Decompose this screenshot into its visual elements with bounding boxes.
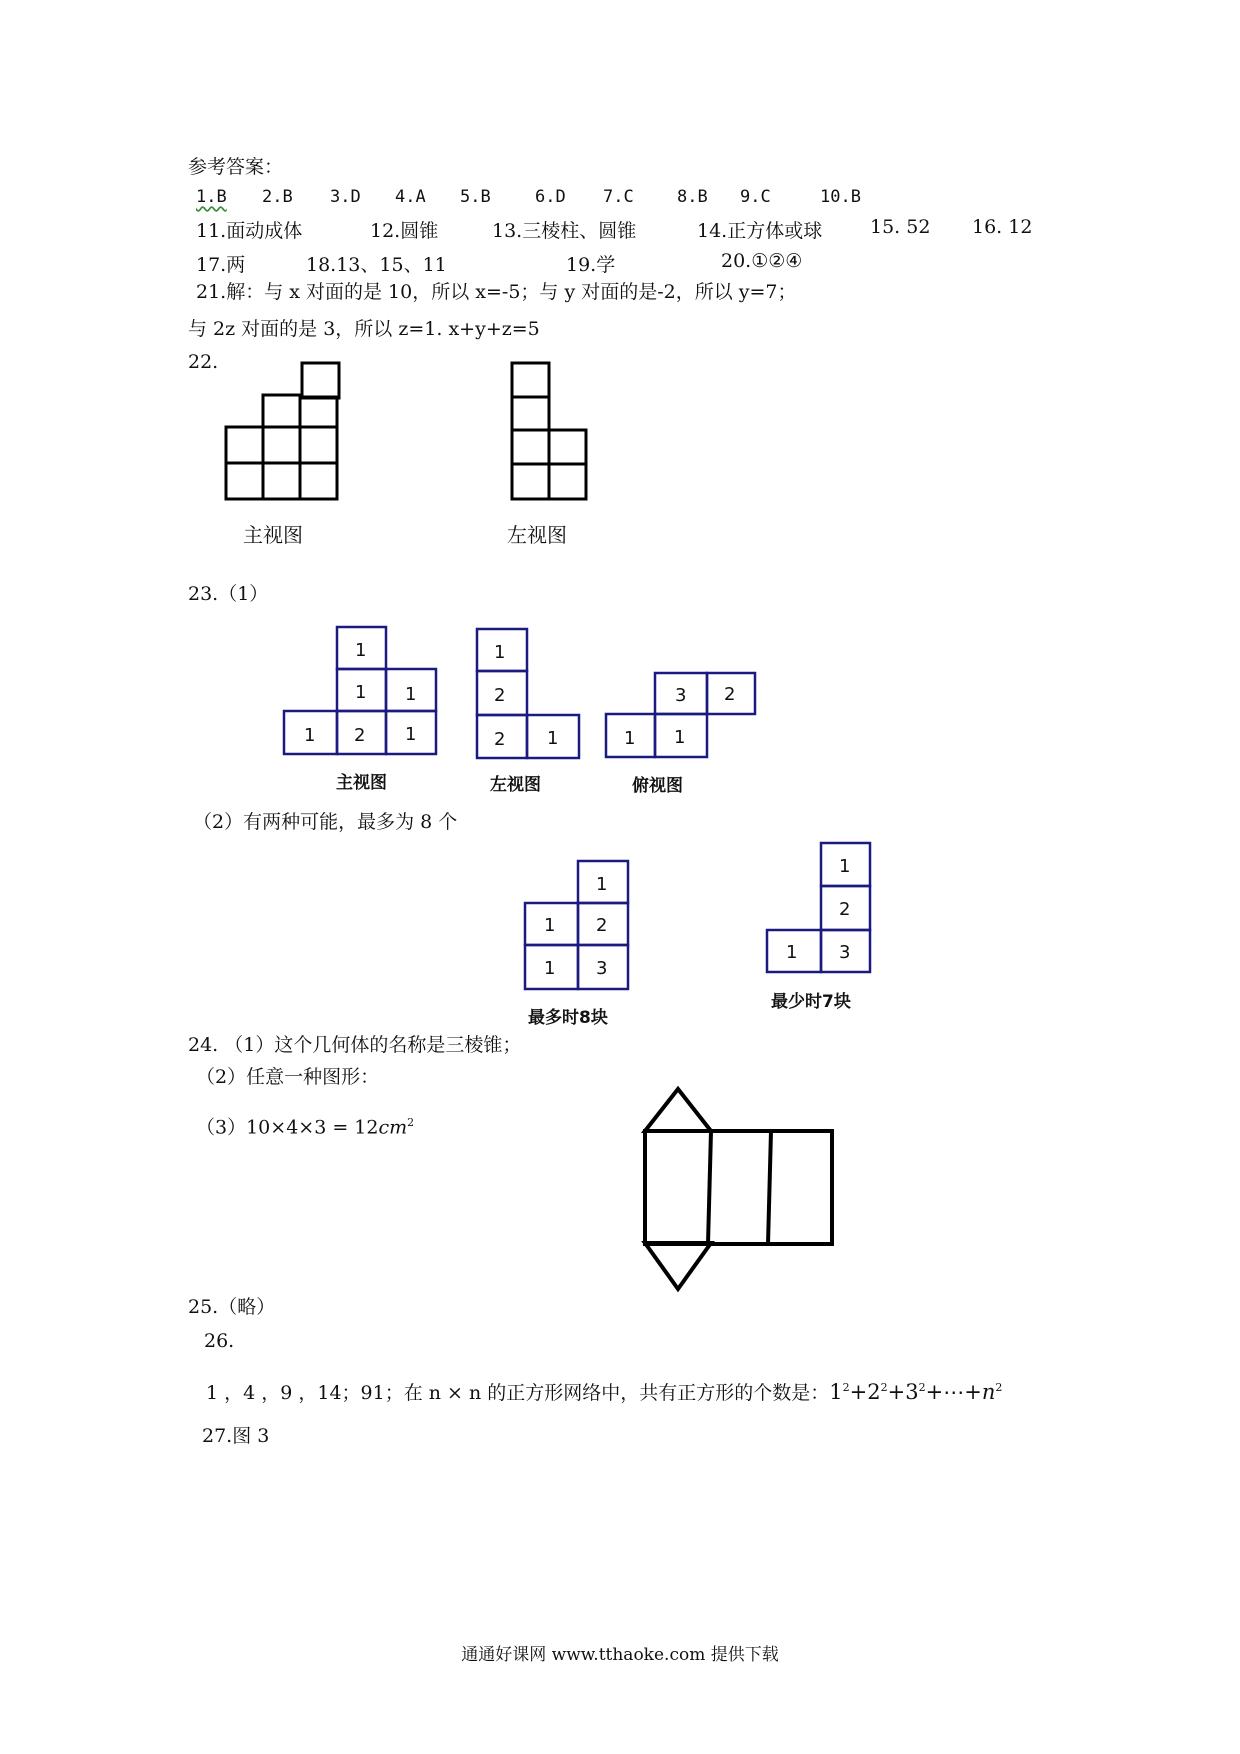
answer-9: 9.C [740,187,771,207]
q24-line-1: 24. （1）这个几何体的名称是三棱锥； [188,1034,522,1056]
q23-front-cell-5: 2 [354,725,366,746]
q23-left-cell-2: 2 [494,685,506,706]
q23-top-cell-1: 3 [675,685,687,706]
q24-formula: 10×4×3 = 12 [246,1116,379,1139]
q23-front-cell-4: 1 [304,725,316,746]
q26-exp-3: 2 [918,1381,926,1394]
answer-10: 10.B [820,187,861,207]
q23-top-cell-3: 1 [624,728,636,749]
q26-dots: +⋯+ [925,1380,982,1404]
q23-max-cell-4: 1 [544,958,556,979]
q23-top-cell-4: 1 [674,727,686,748]
q23-front-cell-3: 1 [405,684,417,705]
q22-left-view-label: 左视图 [507,523,567,547]
q24-line-3-prefix: （3） [196,1116,247,1139]
q27-text: 27.图 3 [202,1425,270,1447]
q26-formula [829,1380,1002,1404]
q23-left-cell-3: 2 [494,729,506,750]
q22-front-view [226,363,339,499]
answer-16: 16. 12 [972,216,1033,238]
q23-part2-text: （2）有两种可能，最多为 8 个 [193,811,458,833]
page-heading: 参考答案： [188,156,284,178]
q23-min-cell-4: 3 [839,942,851,963]
q26-plus-2: + [887,1380,906,1404]
answer-20: 20.①②④ [721,250,803,272]
q23-max-cell-2: 1 [544,915,556,936]
q26-exp-1: 2 [842,1381,850,1394]
q23-min-view-caption: 最少时7块 [771,992,851,1012]
q26-term-3: 3 [905,1380,919,1404]
q23-left-view-caption: 左视图 [490,775,541,795]
answer-3: 3.D [330,187,361,207]
answer-17: 17.两 [196,254,246,276]
q24-unit-exp: 2 [407,1116,415,1129]
q23-front-cell-1: 1 [355,640,367,661]
q25-text: 25.（略） [188,1296,276,1318]
answer-7: 7.C [603,187,634,207]
answer-6: 6.D [535,187,566,207]
q22-front-view-label: 主视图 [243,523,303,547]
q26-term-1: 1 [829,1380,843,1404]
q23-label: 23.（1） [188,583,269,605]
answer-2: 2.B [262,187,293,207]
answer-19: 19.学 [566,254,616,276]
q23-front-cell-2: 1 [355,682,367,703]
q26-plus-1: + [849,1380,868,1404]
q21-line-1: 21.解：与 x 对面的是 10，所以 x=-5；与 y 对面的是-2，所以 y=7； [196,281,797,303]
q23-max-cell-5: 3 [596,958,608,979]
q23-max-view [525,861,628,989]
answer-11: 11.面动成体 [196,220,303,242]
q23-left-view [477,629,579,758]
answer-4: 4.A [395,187,426,207]
answer-18: 18.13、15、11 [306,254,447,276]
q24-unit: cm [378,1116,408,1139]
q22-label: 22. [188,351,219,373]
answer-13: 13.三棱柱、圆锥 [492,220,637,242]
q26-term-2: 2 [867,1380,881,1404]
answer-15: 15. 52 [870,216,931,238]
q26-label: 26. [204,1330,235,1352]
q23-front-cell-6: 1 [405,724,417,745]
answer-12: 12.圆锥 [370,220,439,242]
q24-prism-net [645,1089,832,1289]
q23-min-cell-2: 2 [839,899,851,920]
answer-8: 8.B [677,187,708,207]
q23-max-view-caption: 最多时8块 [528,1008,608,1028]
q24-line-2: （2）任意一种图形： [196,1066,380,1088]
page-footer: 通通好课网 www.tthaoke.com 提供下载 [461,1645,779,1665]
q23-top-cell-2: 2 [724,684,736,705]
q23-left-cell-4: 1 [547,728,559,749]
q23-left-cell-1: 1 [494,642,506,663]
q24-line-3 [196,1117,414,1137]
q22-left-view [512,363,586,499]
q26-line [206,1382,1002,1403]
q26-term-n: n [981,1380,996,1404]
q26-exp-2: 2 [880,1381,888,1394]
answer-14: 14.正方体或球 [697,220,823,242]
answer-1: 1.B [196,187,227,207]
q26-exp-n: 2 [995,1381,1003,1394]
q23-max-cell-3: 2 [596,915,608,936]
q23-front-view-caption: 主视图 [336,773,387,793]
q23-min-cell-1: 1 [839,856,851,877]
q23-min-cell-3: 1 [786,942,798,963]
q23-max-cell-1: 1 [596,874,608,895]
q21-line-2: 与 2z 对面的是 3，所以 z=1. x+y+z=5 [188,318,540,340]
q26-text: 1 ，4 ，9 ，14；91；在 n × n 的正方形网络中，共有正方形的个数是： [206,1382,830,1404]
q23-top-view-caption: 俯视图 [632,776,683,796]
answer-5: 5.B [460,187,491,207]
q23-min-view [767,843,870,972]
